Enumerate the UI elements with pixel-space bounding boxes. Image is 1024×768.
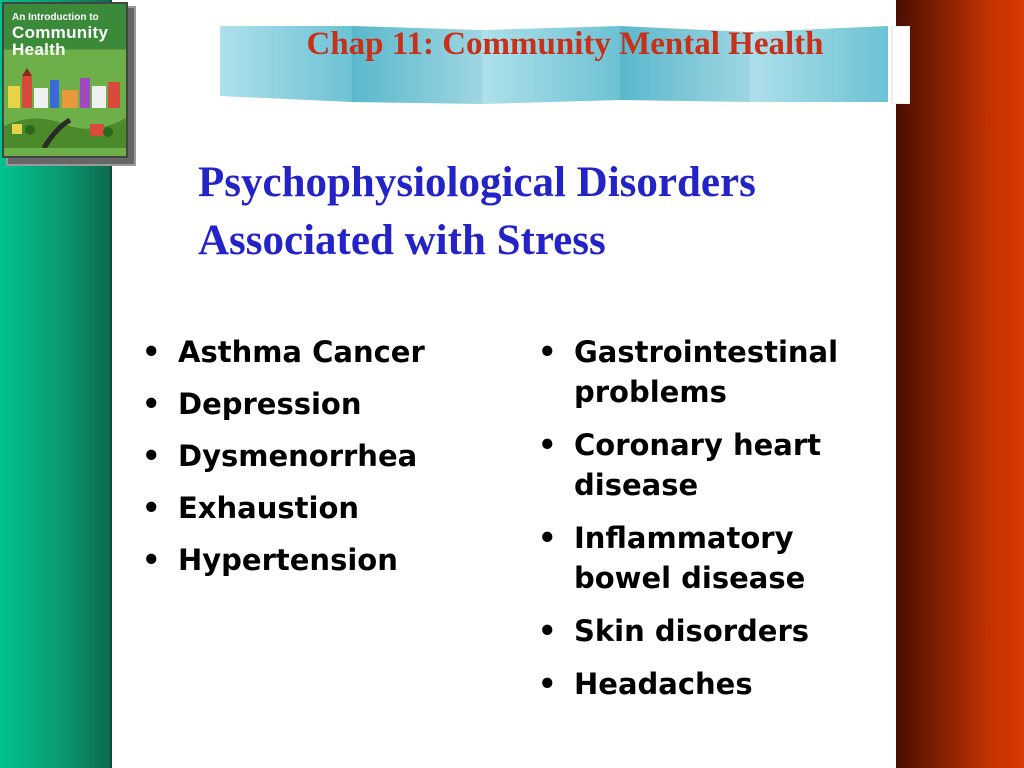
- slide-title-line-2: Associated with Stress: [198, 217, 606, 264]
- book-cover-image: [2, 2, 128, 158]
- list-item: • Headaches: [538, 664, 894, 704]
- book-cover-title: Community Health: [12, 23, 109, 59]
- list-item: • Gastrointestinal problems: [538, 332, 894, 412]
- list-item: • Coronary heart disease: [538, 425, 894, 505]
- chapter-banner-title: Chap 11: Community Mental Health: [306, 26, 824, 62]
- list-item: • Depression: [142, 384, 522, 424]
- list-item: • Skin disorders: [538, 611, 894, 651]
- slide-title: [198, 154, 918, 270]
- list-item: • Asthma Cancer: [142, 332, 522, 372]
- right-bullet-list: [538, 332, 894, 717]
- list-item: • Hypertension: [142, 540, 522, 580]
- slide-title-line-1: Psychophysiological Disorders: [198, 159, 756, 206]
- left-bullet-list: [142, 332, 522, 592]
- book-cover-subtitle: An Introduction to: [12, 12, 99, 23]
- list-item: • Exhaustion: [142, 488, 522, 528]
- list-item: • Dysmenorrhea: [142, 436, 522, 476]
- list-item: • Inflammatory bowel disease: [538, 518, 894, 598]
- right-decorative-bar: [896, 0, 1024, 768]
- book-cover-town-illustration: [4, 68, 126, 148]
